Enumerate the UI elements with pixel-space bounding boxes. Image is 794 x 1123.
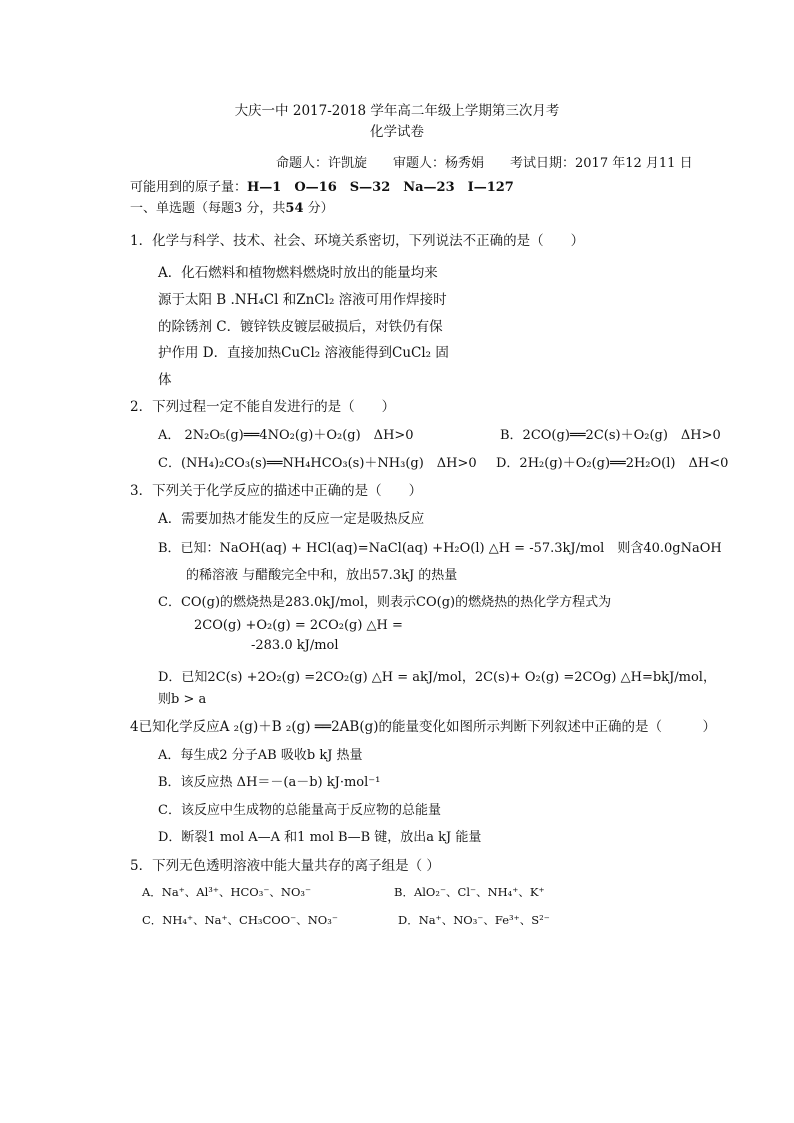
section-heading-end: 分）: [303, 201, 334, 216]
q2-option-c: C．(NH₄)₂CO₃(s)══NH₄HCO₃(s)＋NH₃(g) ΔH>0: [158, 456, 477, 471]
q2-option-b: B．2CO(g)══2C(s)＋O₂(g) ΔH>0: [500, 428, 721, 443]
q4-option-b: B．该反应热 ΔH＝－(a－b) kJ·mol⁻¹: [158, 775, 381, 790]
atomic-masses-values: H—1 O—16 S—32 Na—23 I—127: [247, 180, 514, 195]
q5-option-c: C．NH₄⁺、Na⁺、CH₃COO⁻、NO₃⁻: [142, 913, 338, 927]
q4-option-d: D．断裂1 mol A—A 和1 mol B—B 键，放出a kJ 能量: [158, 830, 482, 845]
q3-option-c-line1: C．CO(g)的燃烧热是283.0kJ/mol，则表示CO(g)的燃烧热的热化学方程式为: [158, 595, 612, 610]
q5-option-b: B．AlO₂⁻、Cl⁻、NH₄⁺、K⁺: [394, 885, 545, 899]
q1-line-3: 的除锈剂 C．镀锌铁皮镀层破损后，对铁仍有保: [158, 319, 443, 335]
atomic-masses: [130, 176, 514, 195]
q3-option-c-line2: 2CO(g) +O₂(g) = 2CO₂(g) △H =: [194, 618, 403, 633]
q4-stem: 4已知化学反应A ₂(g)＋B ₂(g) ══2AB(g)的能量变化如图所示判断下列叙述中正确的是（ ）: [130, 719, 716, 735]
q1-stem: 1．化学与科学、技术、社会、环境关系密切，下列说法不正确的是（ ）: [130, 233, 585, 249]
q3-option-c-line3: -283.0 kJ/mol: [251, 638, 339, 653]
exam-subject: 化学试卷: [370, 124, 424, 140]
q4-option-c: C．该反应中生成物的总能量高于反应物的总能量: [158, 803, 441, 818]
section-heading: [130, 197, 334, 216]
q2-option-a: A． 2N₂O₅(g)══4NO₂(g)＋O₂(g) ΔH>0: [158, 428, 414, 443]
q3-option-b-line2: 的稀溶液 与醋酸完全中和，放出57.3kJ 的热量: [186, 568, 458, 583]
q3-option-a: A．需要加热才能发生的反应一定是吸热反应: [158, 511, 425, 527]
q2-stem: 2．下列过程一定不能自发进行的是（ ）: [130, 399, 396, 415]
q3-option-d-line1: D．已知2C(s) +2O₂(g) =2CO₂(g) △H = akJ/mol，2C(s)+ O₂(g) =2COg) △H=bkJ/mol，: [158, 670, 716, 685]
q3-option-b-line1: B．已知：NaOH(aq) + HCl(aq)=NaCl(aq) +H₂O(l) △H = -57.3kJ/mol 则含40.0gNaOH: [158, 541, 722, 556]
q3-stem: 3．下列关于化学反应的描述中正确的是（ ）: [130, 483, 423, 499]
exam-meta: 命题人：许凯旋 审题人：杨秀娟 考试日期：2017 年12 月11 日: [276, 156, 693, 171]
q1-line-4: 护作用 D．直接加热CuCl₂ 溶液能得到CuCl₂ 固: [158, 345, 449, 361]
q1-line-1: A．化石燃料和植物燃料燃烧时放出的能量均来: [158, 265, 438, 281]
q4-option-a: A．每生成2 分子AB 吸收b kJ 热量: [158, 748, 363, 763]
section-heading-points: 54: [285, 201, 304, 216]
q5-option-d: D．Na⁺、NO₃⁻、Fe³⁺、S²⁻: [398, 913, 550, 927]
q2-option-d: D．2H₂(g)＋O₂(g)══2H₂O(l) ΔH<0: [496, 456, 729, 471]
q3-option-d-line2: 则b > a: [158, 692, 207, 707]
exam-title: 大庆一中 2017-2018 学年高二年级上学期第三次月考: [234, 103, 560, 119]
section-heading-label: 一、单选题（每题3 分，共: [130, 201, 286, 216]
q5-stem: 5．下列无色透明溶液中能大量共存的离子组是（ ）: [130, 858, 440, 874]
q5-option-a: A．Na⁺、Al³⁺、HCO₃⁻、NO₃⁻: [142, 885, 312, 899]
q1-line-2: 源于太阳 B .NH₄Cl 和ZnCl₂ 溶液可用作焊接时: [158, 292, 447, 308]
atomic-masses-label: 可能用到的原子量：: [130, 180, 248, 195]
q1-line-5: 体: [158, 372, 172, 388]
